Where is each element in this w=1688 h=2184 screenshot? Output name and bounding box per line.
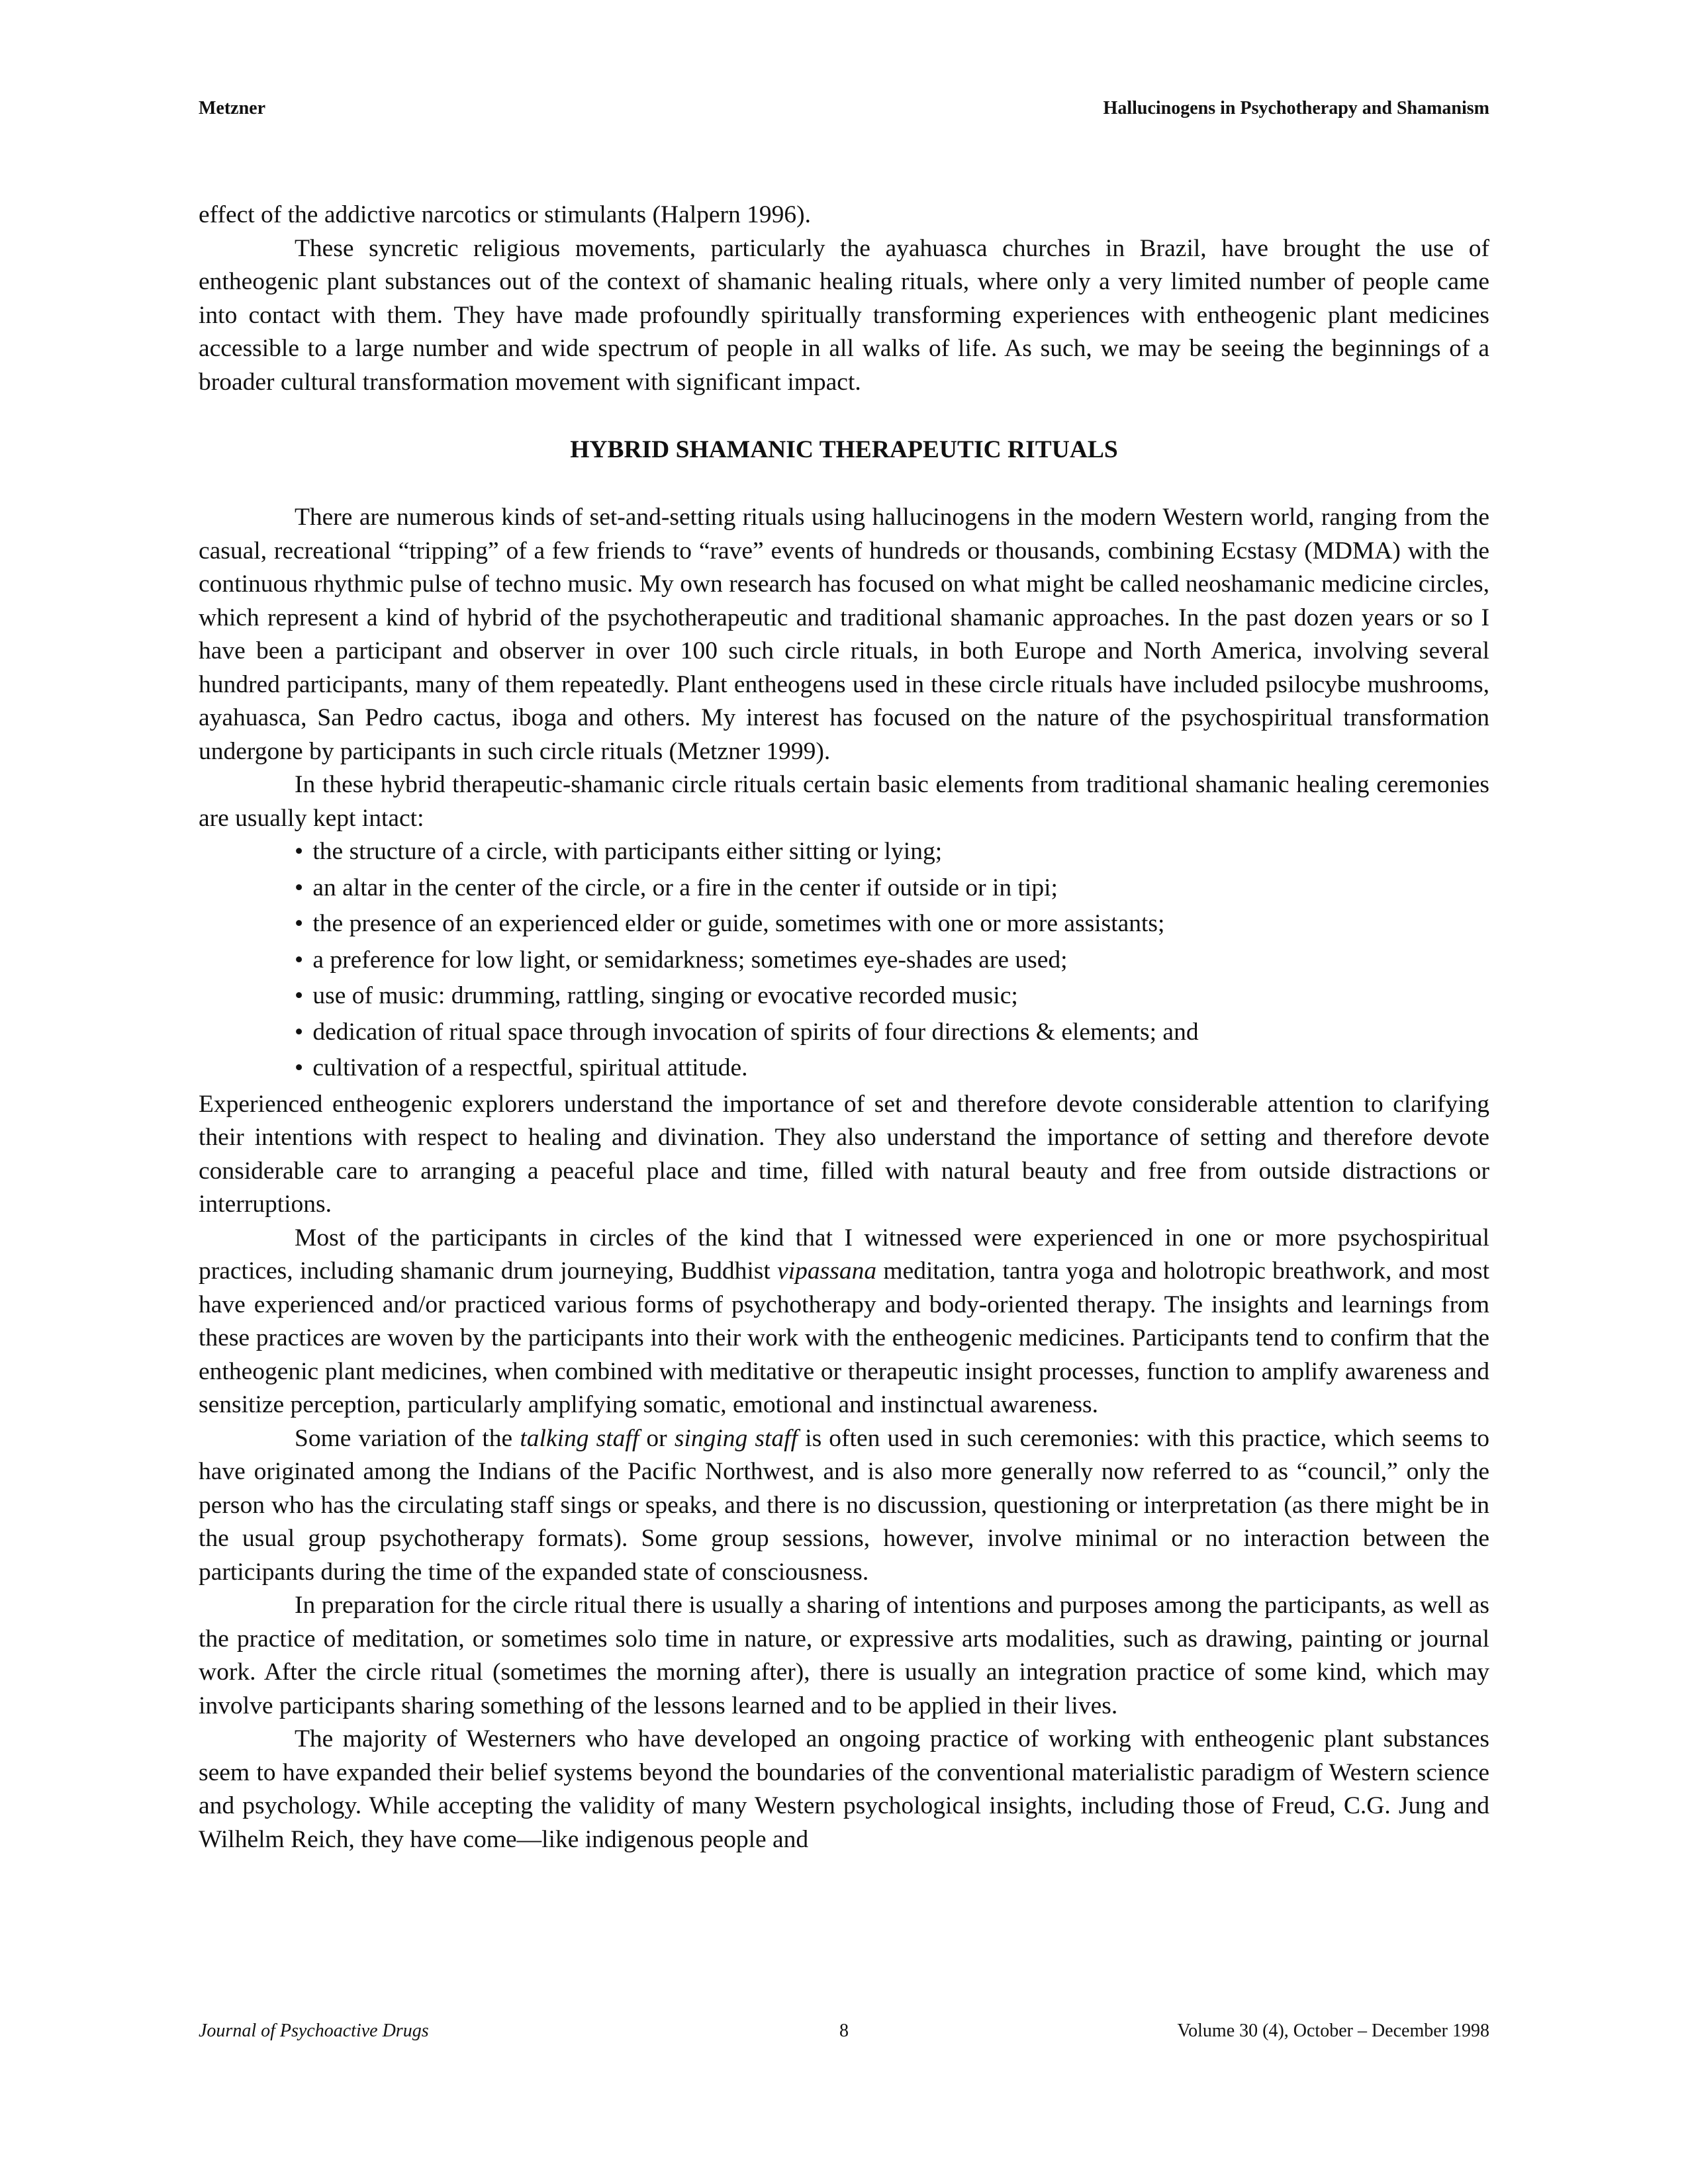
paragraph-preparation: In preparation for the circle ritual there is usually a sharing of intentions and purposes among the participants, as well as the practice of meditation, or sometimes solo time in nature, or expressive arts modalities, such as drawing, painting or journal work. After the circle ritual (sometimes the morning after), there is usually an integration practice of some kind, which may involve participants sharing something of the lessons learned and to be applied in their lives. (199, 1592, 1489, 1719)
paragraph-participants-practices (199, 1222, 1489, 1422)
list-item (295, 979, 1489, 1013)
list-item (295, 944, 1489, 978)
footer-journal-name: Journal of Psychoactive Drugs (199, 2021, 429, 2041)
ritual-elements-list (199, 835, 1489, 1085)
bullet-symbol: • (295, 910, 304, 937)
article-body (199, 199, 1489, 1856)
list-item-text: the structure of a circle, with participants either sitting or lying; (312, 838, 943, 865)
bullet-symbol: • (295, 874, 304, 901)
header-title: Hallucinogens in Psychotherapy and Shamanism (1103, 98, 1489, 118)
list-item (295, 872, 1489, 905)
list-item-text: dedication of ritual space through invocation of spirits of four directions & elements; and (312, 1018, 1199, 1046)
paragraph-hybrid-rituals: In these hybrid therapeutic-shamanic circle rituals certain basic elements from traditional shamanic healing ceremonies are usually kept intact: (199, 771, 1489, 832)
paragraph-set-and-setting: There are numerous kinds of set-and-setting rituals using hallucinogens in the modern Western world, ranging from the casual, recreational “tripping” of a few friends to “rave” events of hundreds or thousands, combining Ecstasy (MDMA) with the continuous rhythmic pulse of techno music. My own research has focused on what might be called neoshamanic medicine circles, which represent a kind of hybrid of the psychotherapeutic and traditional shamanic approaches. In the past dozen years or so I have been a participant and observer in over 100 such circle rituals, in both Europe and North America, involving several hundred participants, many of them repeatedly. Plant entheogens used in these circle rituals have included psilocybe mushrooms, ayahuasca, San Pedro cactus, iboga and others. My interest has focused on the nature of the psychospiritual transformation undergone by participants in such circle rituals (Metzner 1999). (199, 504, 1489, 765)
paragraph-entheogenic-explorers: Experienced entheogenic explorers understand the importance of set and therefore devote considerable attention to clarifying their intentions with respect to healing and divination. They also understand the importance of setting and therefore devote considerable care to arranging a peaceful place and time, filled with natural beauty and free from outside distractions or interruptions. (199, 1090, 1489, 1218)
bullet-symbol: • (295, 838, 304, 865)
paragraph-syncretic-movements: These syncretic religious movements, particularly the ayahuasca churches in Brazil, have brought the use of entheogenic plant substances out of the context of shamanic healing rituals, where only a very limited number of people came into contact with them. They have made profoundly spiritually transforming experiences with entheogenic plant medicines accessible to a large number and wide spectrum of people in all walks of life. As such, we may be seeing the beginnings of a broader cultural transformation movement with significant impact. (199, 234, 1489, 396)
text-run: or (639, 1424, 675, 1452)
list-item-text: the presence of an experienced elder or guide, sometimes with one or more assistants; (312, 910, 1165, 937)
footer-page-number: 8 (839, 2021, 849, 2041)
italic-term-talking-staff: talking staff (520, 1424, 639, 1452)
text-run: is often used in such ceremonies: with this practice, which seems to have originated among the Indians of the Pacific Northwest, and is also more generally now referred to as “council,” only the person who has the circulating staff sings or speaks, and there is no discussion, questioning or interpretation (as there might be in the usual group psychotherapy formats). Some group sessions, however, involve minimal or no interaction between the participants during the time of the expanded state of consciousness. (199, 1424, 1489, 1586)
list-item (295, 907, 1489, 941)
list-item-text: an altar in the center of the circle, or a fire in the center if outside or in tipi; (312, 874, 1058, 901)
list-item-text: cultivation of a respectful, spiritual attitude. (312, 1054, 748, 1081)
list-item-text: use of music: drumming, rattling, singing or evocative recorded music; (312, 982, 1018, 1009)
bullet-symbol: • (295, 946, 304, 974)
section-heading: HYBRID SHAMANIC THERAPEUTIC RITUALS (570, 436, 1118, 463)
text-run: Some variation of the (295, 1424, 520, 1452)
text-run: meditation, tantra yoga and holotropic breathwork, and most have experienced and/or practiced various forms of psychotherapy and body-oriented therapy. The insights and learnings from these practices are woven by the participants into their work with the entheogenic medicines. Participants tend to confirm that the entheogenic plant medicines, when combined with meditative or therapeutic insight processes, function to amplify awareness and sensitize perception, particularly amplifying somatic, emotional and instinctual awareness. (199, 1257, 1489, 1418)
italic-term-vipassana: vipassana (777, 1257, 877, 1285)
bullet-symbol: • (295, 982, 304, 1009)
header-author: Metzner (199, 98, 266, 118)
bullet-symbol: • (295, 1018, 304, 1046)
footer-volume: Volume 30 (4), October – December 1998 (1177, 2021, 1489, 2041)
list-item-text: a preference for low light, or semidarkness; sometimes eye-shades are used; (312, 946, 1068, 974)
text-run: Most of the participants in circles of the kind that I witnessed were experienced in one or more psychospiritual practices, including shamanic drum journeying, Buddhist (199, 1224, 1489, 1285)
italic-term-singing-staff: singing staff (674, 1424, 798, 1452)
paragraph-talking-staff (199, 1422, 1489, 1590)
list-item (295, 1052, 1489, 1085)
list-item (295, 1016, 1489, 1050)
bullet-symbol: • (295, 1054, 304, 1081)
paragraph-westerners: The majority of Westerners who have developed an ongoing practice of working with entheogenic plant substances seem to have expanded their belief systems beyond the boundaries of the conventional materialistic paradigm of Western science and psychology. While accepting the validity of many Western psychological insights, including those of Freud, C.G. Jung and Wilhelm Reich, they have come—like indigenous people and (199, 1725, 1489, 1853)
paragraph-continuation: effect of the addictive narcotics or stimulants (Halpern 1996). (199, 201, 812, 228)
list-item (295, 835, 1489, 869)
